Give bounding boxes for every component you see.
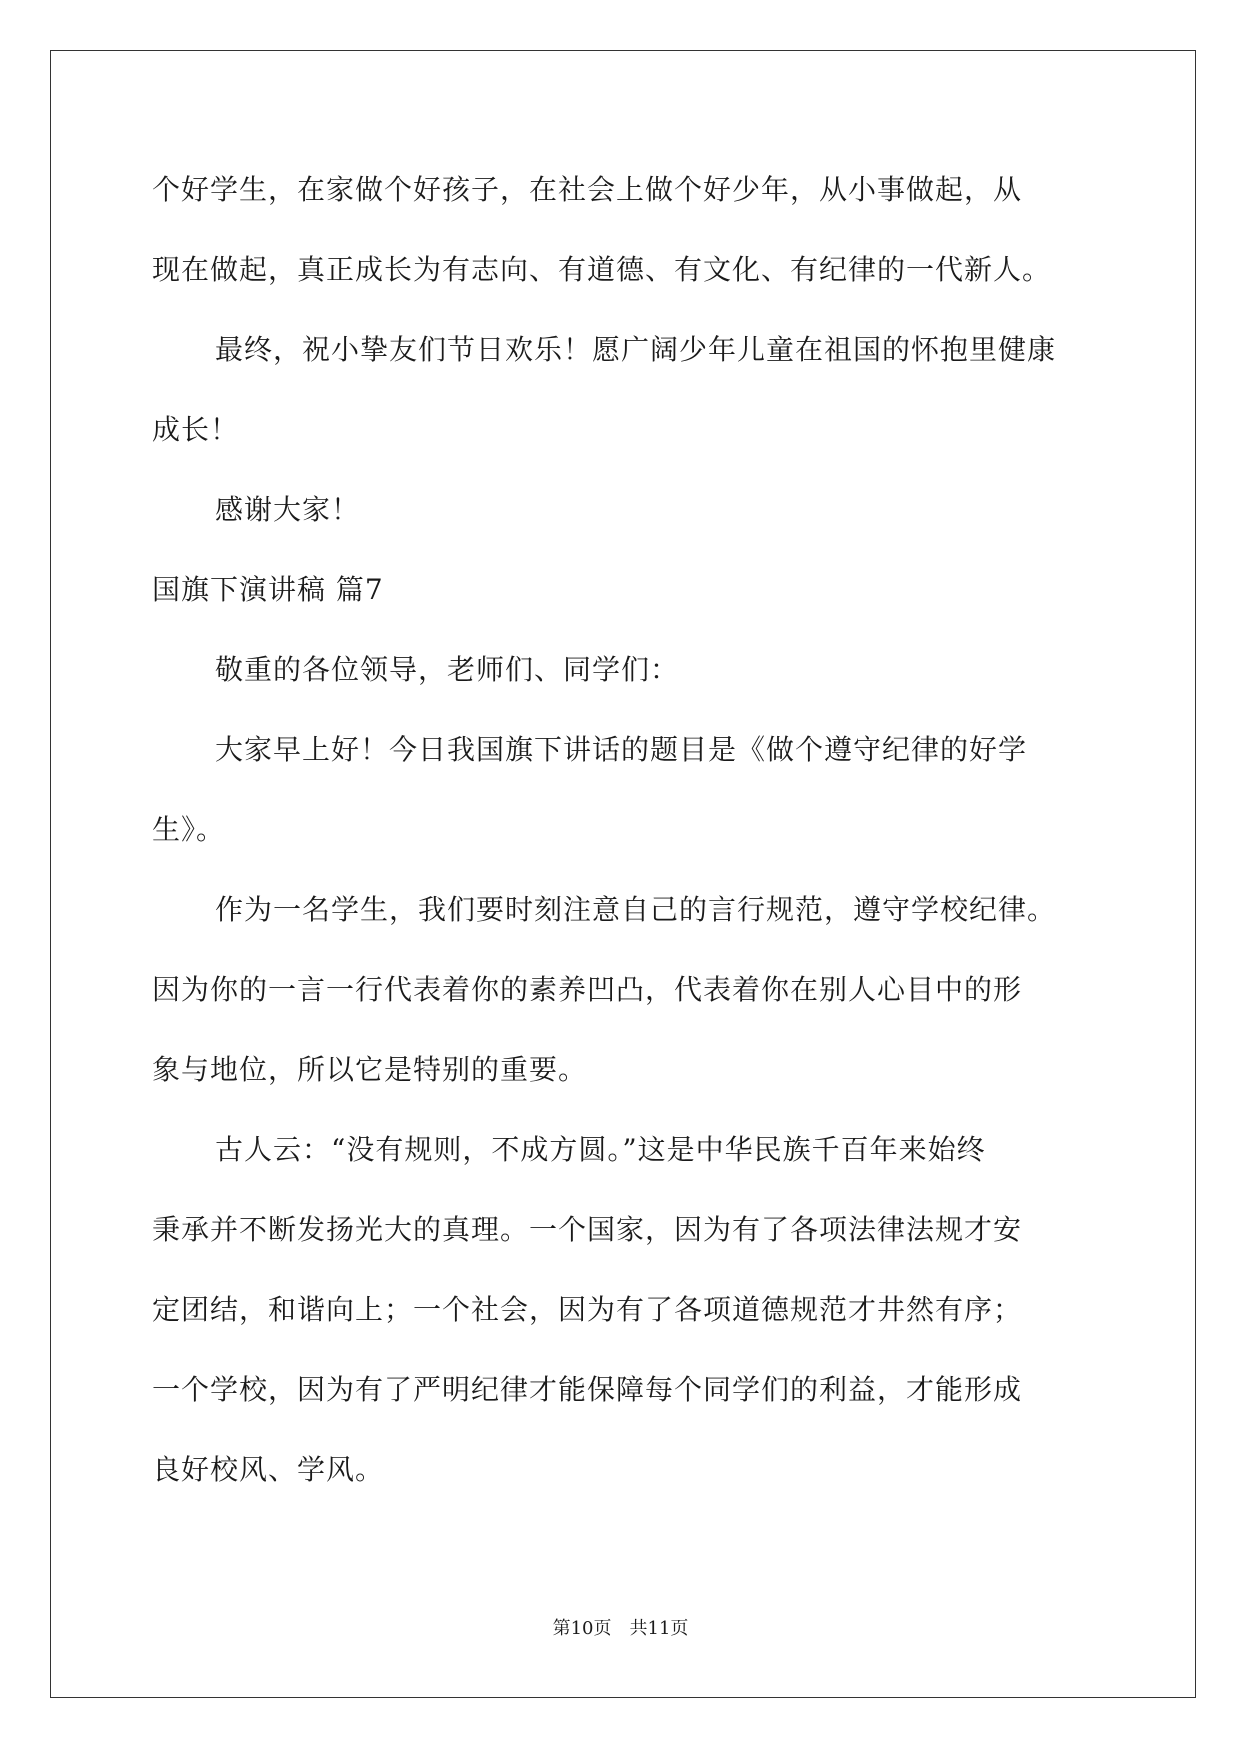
text-line-4: 成长！ [152,413,240,446]
text-line-9: 生》。 [152,813,226,846]
text-line-14: 秉承并不断发扬光大的真理。一个国家，因为有了各项法律法规才安 [152,1213,1023,1246]
text-line-15: 定团结，和谐向上；一个社会，因为有了各项道德规范才井然有序； [152,1293,1023,1326]
text-line-2: 现在做起，真正成长为有志向、有道德、有文化、有纪律的一代新人。 [152,253,1052,286]
text-line-13: 古人云：“没有规则，不成方圆。”这是中华民族千百年来始终 [215,1133,986,1166]
text-line-16: 一个学校，因为有了严明纪律才能保障每个同学们的利益，才能形成 [152,1373,1023,1406]
page-footer: 第10页 共11页 [552,1618,689,1639]
section-heading: 国旗下演讲稿 篇7 [152,573,384,606]
text-line-12: 象与地位，所以它是特别的重要。 [152,1053,588,1086]
text-line-10: 作为一名学生，我们要时刻注意自己的言行规范，遵守学校纪律。 [215,893,1057,926]
text-line-5: 感谢大家！ [215,493,361,526]
text-line-17: 良好校风、学风。 [152,1453,385,1486]
text-line-7: 敬重的各位领导，老师们、同学们： [215,653,680,686]
text-line-3: 最终，祝小挚友们节日欢乐！愿广阔少年儿童在祖国的怀抱里健康 [215,333,1057,366]
text-line-11: 因为你的一言一行代表着你的素养凹凸，代表着你在别人心目中的形 [152,973,1023,1006]
text-line-1: 个好学生，在家做个好孩子，在社会上做个好少年，从小事做起，从 [152,173,1023,206]
text-line-8: 大家早上好！今日我国旗下讲话的题目是《做个遵守纪律的好学 [215,733,1028,766]
